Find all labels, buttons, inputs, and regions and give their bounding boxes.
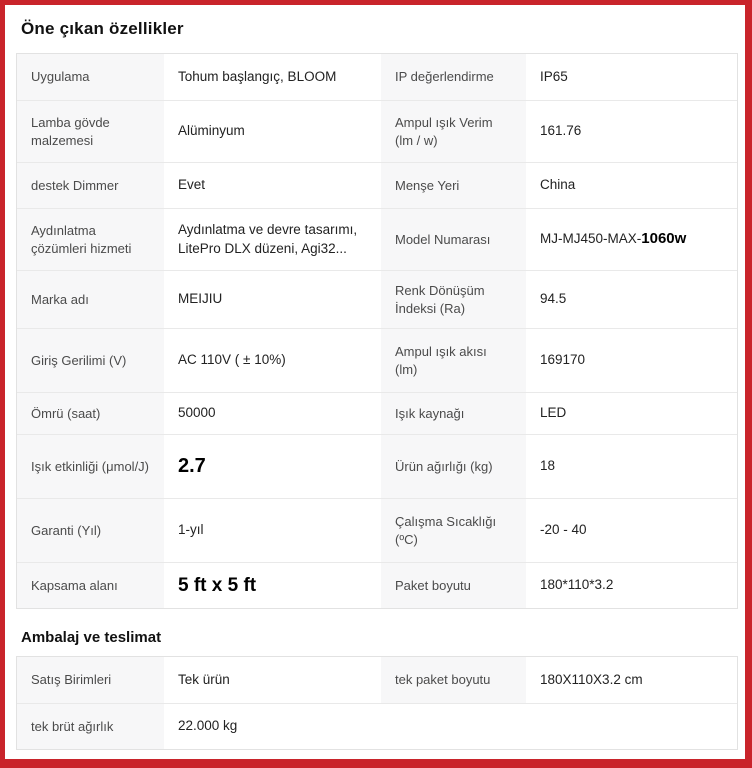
spec-label: Marka adı xyxy=(17,271,164,328)
table-row xyxy=(17,100,737,162)
spec-label: Paket boyutu xyxy=(381,563,526,608)
spec-label: Işık kaynağı xyxy=(381,393,526,434)
spec-label: tek brüt ağırlık xyxy=(17,704,164,749)
light-efficiency-value: 2.7 xyxy=(164,435,381,498)
spec-value: 50000 xyxy=(164,393,381,434)
spec-value: 22.000 kg xyxy=(164,704,381,749)
table-row xyxy=(17,328,737,392)
spec-label: tek paket boyutu xyxy=(381,657,526,703)
spec-label: Renk Dönüşüm İndeksi (Ra) xyxy=(381,271,526,328)
spec-value: MEIJIU xyxy=(164,271,381,328)
table-row xyxy=(17,392,737,434)
spec-value: 161.76 xyxy=(526,101,737,162)
table-row xyxy=(17,208,737,270)
spec-label: Model Numarası xyxy=(381,209,526,270)
table-row xyxy=(17,54,737,100)
table-row xyxy=(17,498,737,562)
spec-label: Giriş Gerilimi (V) xyxy=(17,329,164,392)
spec-value: LED xyxy=(526,393,737,434)
spec-label: Ampul ışık akısı (lm) xyxy=(381,329,526,392)
spec-value: Tohum başlangıç, BLOOM xyxy=(164,54,381,100)
coverage-area-value: 5 ft x 5 ft xyxy=(164,563,381,608)
featured-specs-title: Öne çıkan özellikler xyxy=(21,19,184,38)
table-row xyxy=(17,270,737,328)
spec-value: Tek ürün xyxy=(164,657,381,703)
table-row xyxy=(17,703,737,749)
spec-value: 180X110X3.2 cm xyxy=(526,657,737,703)
spec-value: China xyxy=(526,163,737,208)
spec-label: Ömrü (saat) xyxy=(17,393,164,434)
spec-label: Garanti (Yıl) xyxy=(17,499,164,562)
spec-label: Satış Birimleri xyxy=(17,657,164,703)
spec-label: Uygulama xyxy=(17,54,164,100)
spec-label: Ampul ışık Verim (lm / w) xyxy=(381,101,526,162)
table-row xyxy=(17,162,737,208)
spec-value xyxy=(526,704,737,749)
spec-value: IP65 xyxy=(526,54,737,100)
spec-label: Menşe Yeri xyxy=(381,163,526,208)
spec-label: Çalışma Sıcaklığı (ºC) xyxy=(381,499,526,562)
spec-value: Aydınlatma ve devre tasarımı, LitePro DLX düzeni, Agi32... xyxy=(164,209,381,270)
spec-label: Ürün ağırlığı (kg) xyxy=(381,435,526,498)
spec-value: 180*110*3.2 xyxy=(526,563,737,608)
table-row xyxy=(17,657,737,703)
model-number-prefix: MJ-MJ450-MAX- xyxy=(540,231,642,247)
table-row xyxy=(17,434,737,498)
spec-label: Kapsama alanı xyxy=(17,563,164,608)
spec-value: -20 - 40 xyxy=(526,499,737,562)
spec-label: Aydınlatma çözümleri hizmeti xyxy=(17,209,164,270)
spec-value: 1-yıl xyxy=(164,499,381,562)
model-number-wattage: 1060w xyxy=(641,230,687,248)
featured-specs-table xyxy=(16,53,738,609)
spec-value: 169170 xyxy=(526,329,737,392)
spec-label: destek Dimmer xyxy=(17,163,164,208)
spec-value: 18 xyxy=(526,435,737,498)
packaging-delivery-title: Ambalaj ve teslimat xyxy=(21,629,162,646)
spec-value: Alüminyum xyxy=(164,101,381,162)
spec-value: AC 110V ( ± 10%) xyxy=(164,329,381,392)
spec-value: 94.5 xyxy=(526,271,737,328)
spec-value: Evet xyxy=(164,163,381,208)
spec-label: Lamba gövde malzemesi xyxy=(17,101,164,162)
spec-label: Işık etkinliği (μmol/J) xyxy=(17,435,164,498)
model-number-value xyxy=(526,209,737,270)
packaging-table xyxy=(16,656,738,750)
spec-label: IP değerlendirme xyxy=(381,54,526,100)
table-row xyxy=(17,562,737,608)
spec-label xyxy=(381,704,526,749)
